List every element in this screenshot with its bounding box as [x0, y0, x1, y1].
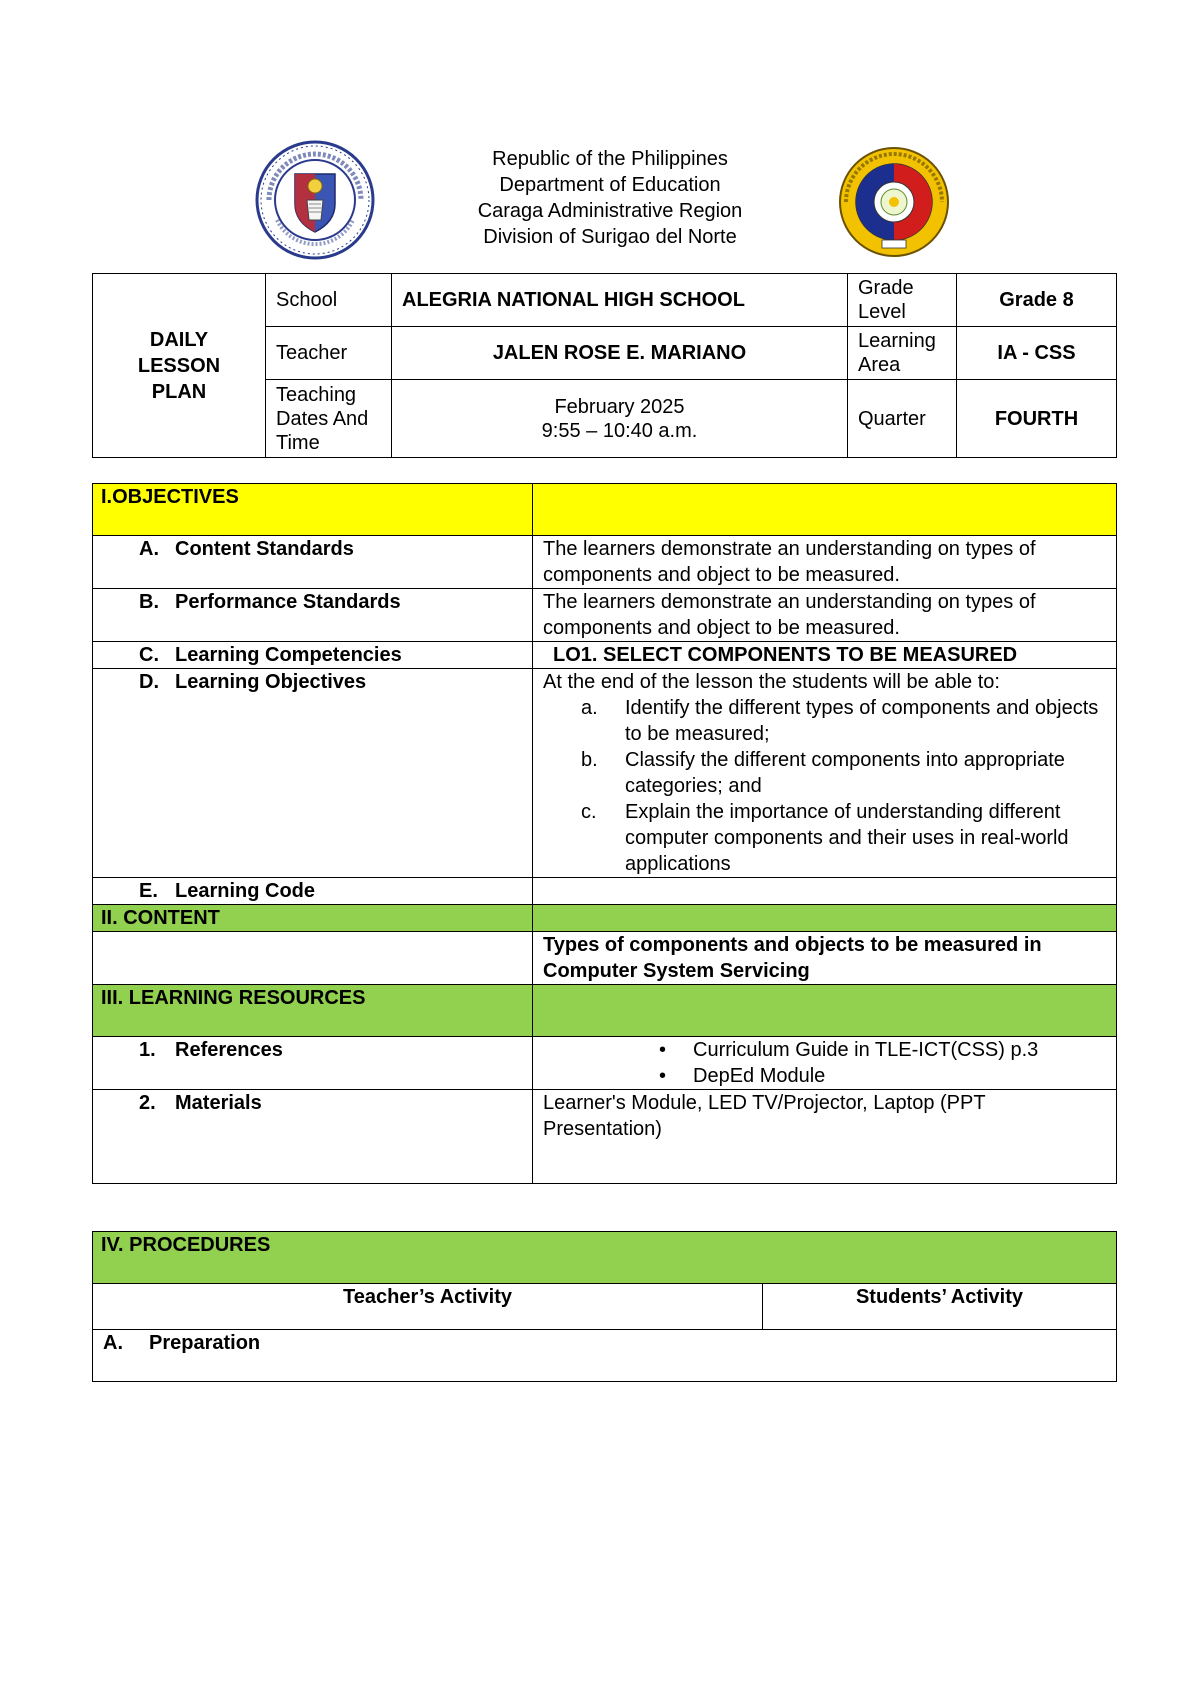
objectives-heading-blank [533, 484, 1117, 536]
objectives-heading: I.OBJECTIVES [93, 484, 533, 536]
content-standards-value: The learners demonstrate an understanding on types of components and object to be measured. [533, 536, 1117, 589]
materials-text: Materials [175, 1092, 262, 1114]
list-item [543, 747, 1106, 799]
teacher-value: JALEN ROSE E. MARIANO [392, 327, 848, 380]
bullet-icon: • [659, 1065, 667, 1087]
learning-objectives-value [533, 669, 1117, 878]
school-label: School [266, 274, 392, 327]
header-line-region: Caraga Administrative Region [477, 200, 743, 222]
materials-value: Learner's Module, LED TV/Projector, Laptop (PPT Presentation) [533, 1090, 1117, 1184]
learning-objectives-text: Learning Objectives [175, 671, 367, 693]
header-line-department: Department of Education [499, 174, 721, 196]
learning-objectives-label [93, 669, 533, 878]
list-letter: c. [581, 801, 597, 823]
school-value: ALEGRIA NATIONAL HIGH SCHOOL [392, 274, 848, 327]
content-heading-blank [533, 905, 1117, 932]
learning-competencies-text: Learning Competencies [175, 644, 402, 666]
students-activity-header: Students’ Activity [763, 1284, 1117, 1330]
list-item-text: Identify the different types of components and objects to be measured; [625, 697, 1099, 745]
list-item [543, 799, 1106, 877]
preparation-row [93, 1330, 1117, 1382]
teacher-activity-header: Teacher’s Activity [93, 1284, 763, 1330]
content-value: Types of components and objects to be measured in Computer System Servicing [533, 932, 1117, 985]
references-label [93, 1037, 533, 1090]
bullet-icon: • [659, 1039, 667, 1061]
learning-competencies-value: LO1. SELECT COMPONENTS TO BE MEASURED [533, 642, 1117, 669]
teaching-time: 9:55 – 10:40 a.m. [541, 419, 698, 442]
learning-code-value [533, 878, 1117, 905]
performance-standards-label [93, 589, 533, 642]
header-line-division: Division of Surigao del Norte [483, 226, 737, 248]
list-item-text: Classify the different components into appropriate categories; and [625, 749, 1065, 797]
references-value [533, 1037, 1117, 1090]
row-letter: E. [139, 880, 158, 902]
row-letter: B. [139, 591, 159, 613]
learning-competencies-label [93, 642, 533, 669]
teaching-dates-label: Teaching Dates And Time [266, 380, 392, 458]
learning-objectives-intro: At the end of the lesson the students will be able to: [543, 671, 1000, 693]
grade-level-label: Grade Level [848, 274, 957, 327]
content-standards-text: Content Standards [175, 538, 354, 560]
row-number: 1. [139, 1039, 156, 1061]
list-item-text: DepEd Module [693, 1065, 826, 1087]
preparation-label: Preparation [149, 1332, 261, 1354]
row-letter: A. [139, 538, 159, 560]
header-text-block [420, 146, 800, 250]
row-number: 2. [139, 1092, 156, 1114]
performance-standards-text: Performance Standards [175, 591, 401, 613]
teaching-date: February 2025 [554, 395, 685, 418]
list-letter: b. [581, 749, 598, 771]
learning-code-label [93, 878, 533, 905]
references-list [543, 1037, 1106, 1089]
document-header [0, 140, 1200, 260]
header-line-republic: Republic of the Philippines [492, 148, 728, 170]
teaching-dates-value [392, 380, 848, 458]
content-blank [93, 932, 533, 985]
content-standards-label [93, 536, 533, 589]
school-seal-logo [838, 146, 950, 258]
list-item-text: Explain the importance of understanding different computer components and their uses in real-world applications [625, 801, 1069, 875]
learning-resources-heading-blank [533, 985, 1117, 1037]
content-heading: II. CONTENT [93, 905, 533, 932]
procedures-table [92, 1231, 1117, 1382]
performance-standards-value: The learners demonstrate an understanding on types of components and object to be measured. [533, 589, 1117, 642]
materials-label [93, 1090, 533, 1184]
dlp-info-table [92, 273, 1117, 458]
row-letter: D. [139, 671, 159, 693]
learning-area-label: Learning Area [848, 327, 957, 380]
dlp-title-cell [93, 274, 266, 458]
quarter-value: FOURTH [957, 380, 1117, 458]
dlp-title-line-1: DAILY [149, 328, 209, 351]
dlp-title-line-2: LESSON [137, 354, 221, 377]
learning-resources-heading: III. LEARNING RESOURCES [93, 985, 533, 1037]
list-item [543, 695, 1106, 747]
procedures-heading: IV. PROCEDURES [93, 1232, 1117, 1284]
list-item-text: Curriculum Guide in TLE-ICT(CSS) p.3 [693, 1039, 1039, 1061]
learning-area-value: IA - CSS [957, 327, 1117, 380]
teacher-label: Teacher [266, 327, 392, 380]
learning-code-text: Learning Code [175, 880, 316, 902]
list-item [543, 1037, 1106, 1063]
lesson-plan-table [92, 483, 1117, 1184]
row-letter: C. [139, 644, 159, 666]
list-item [543, 1063, 1106, 1089]
learning-objectives-list [543, 695, 1106, 877]
grade-level-value: Grade 8 [957, 274, 1117, 327]
row-letter: A. [103, 1332, 123, 1354]
dlp-title-line-3: PLAN [151, 380, 207, 403]
references-text: References [175, 1039, 283, 1061]
deped-seal-logo [255, 140, 375, 260]
list-letter: a. [581, 697, 598, 719]
quarter-label: Quarter [848, 380, 957, 458]
